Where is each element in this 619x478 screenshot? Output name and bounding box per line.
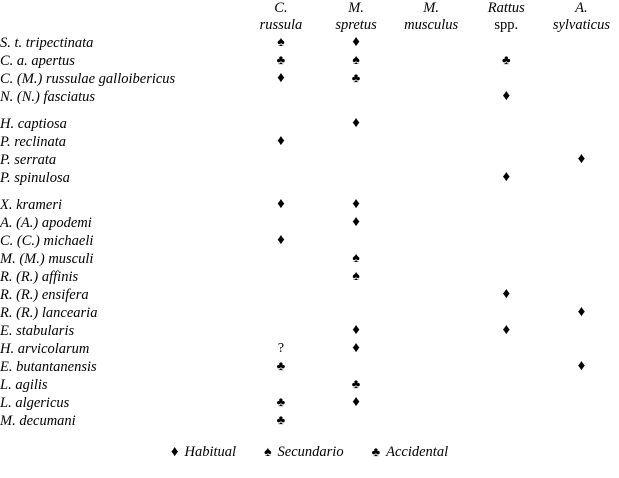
- column-header-3: [469, 0, 544, 34]
- matrix-cell: [469, 52, 544, 70]
- matrix-cell: [243, 115, 318, 133]
- matrix-cell: [469, 304, 544, 322]
- matrix-cell: [544, 214, 619, 232]
- matrix-cell: [544, 115, 619, 133]
- matrix-cell: [319, 376, 394, 394]
- row-label: S. t. tripectinata: [0, 34, 94, 51]
- matrix-cell: [469, 340, 544, 358]
- matrix-cell: [469, 34, 544, 52]
- symbol-accidental: ♣: [351, 70, 361, 85]
- matrix-cell: [544, 322, 619, 340]
- matrix-cell: [243, 196, 318, 214]
- matrix-cell: [319, 196, 394, 214]
- group-spacer-row: [0, 187, 619, 196]
- matrix-cell: [469, 376, 544, 394]
- matrix-cell: [469, 88, 544, 106]
- symbol-accidental: ♣: [502, 52, 511, 67]
- matrix-cell: [319, 169, 394, 187]
- matrix-cell: [319, 133, 394, 151]
- table-row: [0, 250, 619, 268]
- matrix-cell: [243, 358, 318, 376]
- matrix-cell: [394, 394, 469, 412]
- column-header-2-line2: musculus: [404, 17, 459, 33]
- matrix-cell: [544, 34, 619, 52]
- legend-symbol-accidental: ♣: [371, 444, 381, 459]
- matrix-cell: [319, 232, 394, 250]
- symbol-habitual: ♦: [352, 394, 360, 410]
- matrix-cell: [243, 232, 318, 250]
- row-label: H. arvicolarum: [0, 340, 90, 357]
- row-label: E. butantanensis: [0, 358, 97, 375]
- matrix-cell: [544, 250, 619, 268]
- matrix-cell: [394, 214, 469, 232]
- legend-item: [372, 444, 449, 461]
- matrix-cell: [544, 232, 619, 250]
- symbol-accidental: ♣: [276, 394, 286, 409]
- table-row: [0, 340, 619, 358]
- symbol-secundario: ♠: [352, 251, 360, 266]
- column-header-1: [319, 0, 394, 34]
- row-label: R. (R.) ensifera: [0, 286, 89, 303]
- matrix-cell: [544, 286, 619, 304]
- table-body: [0, 34, 619, 430]
- legend-label: Accidental: [386, 444, 449, 460]
- symbol-accidental: ♣: [276, 412, 286, 427]
- matrix-cell: [544, 340, 619, 358]
- legend-label: Habitual: [184, 444, 237, 460]
- row-label: M. (M.) musculi: [0, 250, 94, 267]
- matrix-cell: [469, 412, 544, 430]
- matrix-cell: [319, 322, 394, 340]
- symbol-habitual: ♦: [277, 133, 285, 149]
- row-label: P. spinulosa: [0, 169, 70, 186]
- column-header-2-line1: M.: [423, 0, 440, 16]
- symbol-habitual: ♦: [277, 232, 285, 248]
- symbol-accidental: ♣: [276, 52, 286, 67]
- symbol-query: ?: [277, 341, 285, 356]
- matrix-cell: [243, 52, 318, 70]
- matrix-cell: [243, 250, 318, 268]
- matrix-cell: [243, 151, 318, 169]
- matrix-cell: [243, 88, 318, 106]
- matrix-cell: [544, 196, 619, 214]
- legend-item: [171, 444, 236, 461]
- matrix-cell: [243, 34, 318, 52]
- matrix-cell: [544, 133, 619, 151]
- table-row: [0, 196, 619, 214]
- column-header-3-line1: Rattus: [487, 0, 525, 16]
- symbol-accidental: ♣: [351, 376, 361, 391]
- matrix-cell: [544, 70, 619, 88]
- header-row: [0, 0, 619, 34]
- symbol-habitual: ♦: [577, 304, 586, 320]
- column-header-1-line1: M.: [348, 0, 364, 16]
- row-label: C. (C.) michaeli: [0, 232, 94, 249]
- matrix-cell: [544, 52, 619, 70]
- matrix-cell: [243, 133, 318, 151]
- table-row: [0, 322, 619, 340]
- table-header: [0, 0, 619, 34]
- header-corner-blank: [0, 0, 243, 34]
- row-label: X. krameri: [0, 196, 63, 213]
- legend-label: Secundario: [277, 444, 344, 460]
- group-spacer-row: [0, 106, 619, 115]
- table-row: [0, 412, 619, 430]
- matrix-cell: [394, 169, 469, 187]
- row-label: E. stabularis: [0, 322, 75, 339]
- matrix-cell: [544, 412, 619, 430]
- matrix-cell: [544, 268, 619, 286]
- column-header-1-line2: spretus: [335, 17, 377, 33]
- column-header-4: [544, 0, 619, 34]
- row-label: H. captiosa: [0, 115, 67, 132]
- matrix-cell: [243, 322, 318, 340]
- table-row: [0, 151, 619, 169]
- matrix-cell: [469, 133, 544, 151]
- matrix-cell: [243, 376, 318, 394]
- table-row: [0, 169, 619, 187]
- matrix-cell: [394, 232, 469, 250]
- matrix-cell: [469, 394, 544, 412]
- row-label: A. (A.) apodemi: [0, 214, 92, 231]
- matrix-cell: [319, 412, 394, 430]
- group-spacer-cell: [0, 106, 619, 115]
- matrix-cell: [394, 412, 469, 430]
- row-label: L. algericus: [0, 394, 70, 411]
- symbol-habitual: ♦: [502, 169, 511, 185]
- matrix-cell: [469, 214, 544, 232]
- matrix-cell: [544, 151, 619, 169]
- matrix-cell: [394, 151, 469, 169]
- group-spacer-cell: [0, 187, 619, 196]
- table-row: [0, 304, 619, 322]
- matrix-cell: [394, 115, 469, 133]
- matrix-cell: [469, 286, 544, 304]
- matrix-cell: [243, 70, 318, 88]
- table-row: [0, 70, 619, 88]
- legend: [0, 444, 619, 461]
- matrix-cell: [394, 70, 469, 88]
- symbol-habitual: ♦: [352, 196, 360, 212]
- table-row: [0, 286, 619, 304]
- symbol-accidental: ♣: [276, 358, 286, 373]
- table-row: [0, 88, 619, 106]
- matrix-cell: [319, 115, 394, 133]
- matrix-cell: [469, 322, 544, 340]
- symbol-habitual: ♦: [277, 70, 285, 86]
- matrix-cell: [544, 169, 619, 187]
- matrix-cell: [469, 250, 544, 268]
- matrix-cell: [469, 232, 544, 250]
- symbol-habitual: ♦: [502, 88, 511, 104]
- column-header-0: [243, 0, 318, 34]
- matrix-cell: [319, 250, 394, 268]
- symbol-habitual: ♦: [502, 322, 511, 338]
- matrix-cell: [394, 196, 469, 214]
- matrix-cell: [394, 52, 469, 70]
- matrix-cell: [394, 304, 469, 322]
- matrix-cell: [394, 286, 469, 304]
- row-label: C. a. apertus: [0, 52, 75, 69]
- matrix-cell: [394, 340, 469, 358]
- table-row: [0, 214, 619, 232]
- matrix-cell: [544, 88, 619, 106]
- matrix-cell: [319, 340, 394, 358]
- column-header-0-line1: C.: [274, 0, 288, 16]
- matrix-cell: [394, 133, 469, 151]
- table-row: [0, 34, 619, 52]
- symbol-habitual: ♦: [577, 151, 586, 167]
- table-row: [0, 52, 619, 70]
- matrix-cell: [243, 169, 318, 187]
- symbol-habitual: ♦: [352, 115, 360, 131]
- matrix-cell: [394, 88, 469, 106]
- symbol-habitual: ♦: [352, 340, 360, 356]
- symbol-habitual: ♦: [277, 196, 285, 212]
- symbol-habitual: ♦: [352, 214, 360, 230]
- symbol-habitual: ♦: [577, 358, 586, 374]
- matrix-cell: [544, 304, 619, 322]
- matrix-cell: [319, 304, 394, 322]
- legend-item: [264, 444, 343, 461]
- row-label: R. (R.) lancearia: [0, 304, 98, 321]
- row-label: L. agilis: [0, 376, 48, 393]
- matrix-cell: [394, 250, 469, 268]
- symbol-habitual: ♦: [352, 322, 360, 338]
- matrix-cell: [319, 394, 394, 412]
- table-row: [0, 268, 619, 286]
- row-label: N. (N.) fasciatus: [0, 88, 96, 105]
- matrix-cell: [544, 394, 619, 412]
- table-row: [0, 115, 619, 133]
- matrix-cell: [319, 268, 394, 286]
- matrix-cell: [394, 322, 469, 340]
- symbol-secundario: ♠: [277, 35, 285, 50]
- matrix-cell: [544, 376, 619, 394]
- matrix-cell: [243, 412, 318, 430]
- symbol-secundario: ♠: [352, 53, 360, 68]
- matrix-cell: [469, 169, 544, 187]
- matrix-cell: [243, 268, 318, 286]
- matrix-cell: [394, 358, 469, 376]
- matrix-cell: [319, 70, 394, 88]
- row-label: M. decumani: [0, 412, 76, 429]
- matrix-cell: [469, 268, 544, 286]
- matrix-cell: [544, 358, 619, 376]
- matrix-cell: [319, 88, 394, 106]
- matrix-cell: [243, 394, 318, 412]
- row-label: P. reclinata: [0, 133, 67, 150]
- matrix-cell: [319, 34, 394, 52]
- matrix-cell: [469, 70, 544, 88]
- matrix-cell: [243, 304, 318, 322]
- matrix-cell: [319, 52, 394, 70]
- matrix-cell: [243, 340, 318, 358]
- column-header-0-line2: russula: [259, 17, 303, 33]
- column-header-2: [394, 0, 469, 34]
- table-row: [0, 376, 619, 394]
- table-row: [0, 394, 619, 412]
- symbol-secundario: ♠: [352, 269, 360, 284]
- matrix-cell: [243, 214, 318, 232]
- table-row: [0, 232, 619, 250]
- matrix-cell: [469, 196, 544, 214]
- matrix-cell: [243, 286, 318, 304]
- symbol-habitual: ♦: [352, 34, 360, 50]
- legend-symbol-secundario: ♠: [264, 445, 272, 460]
- matrix-cell: [394, 376, 469, 394]
- matrix-cell: [394, 268, 469, 286]
- column-header-4-line1: A.: [575, 0, 588, 16]
- symbol-habitual: ♦: [502, 286, 511, 302]
- column-header-3-line2: spp.: [494, 17, 519, 33]
- table-row: [0, 133, 619, 151]
- legend-symbol-habitual: ♦: [170, 444, 179, 460]
- matrix-cell: [319, 151, 394, 169]
- matrix-cell: [469, 115, 544, 133]
- row-label: P. serrata: [0, 151, 57, 168]
- matrix-cell: [319, 358, 394, 376]
- matrix-cell: [319, 286, 394, 304]
- row-label: R. (R.) affinis: [0, 268, 79, 285]
- matrix-cell: [469, 358, 544, 376]
- column-header-4-line2: sylvaticus: [552, 17, 610, 33]
- table-row: [0, 358, 619, 376]
- row-label: C. (M.) russulae galloibericus: [0, 70, 176, 87]
- matrix-cell: [469, 151, 544, 169]
- matrix-cell: [319, 214, 394, 232]
- matrix-cell: [394, 34, 469, 52]
